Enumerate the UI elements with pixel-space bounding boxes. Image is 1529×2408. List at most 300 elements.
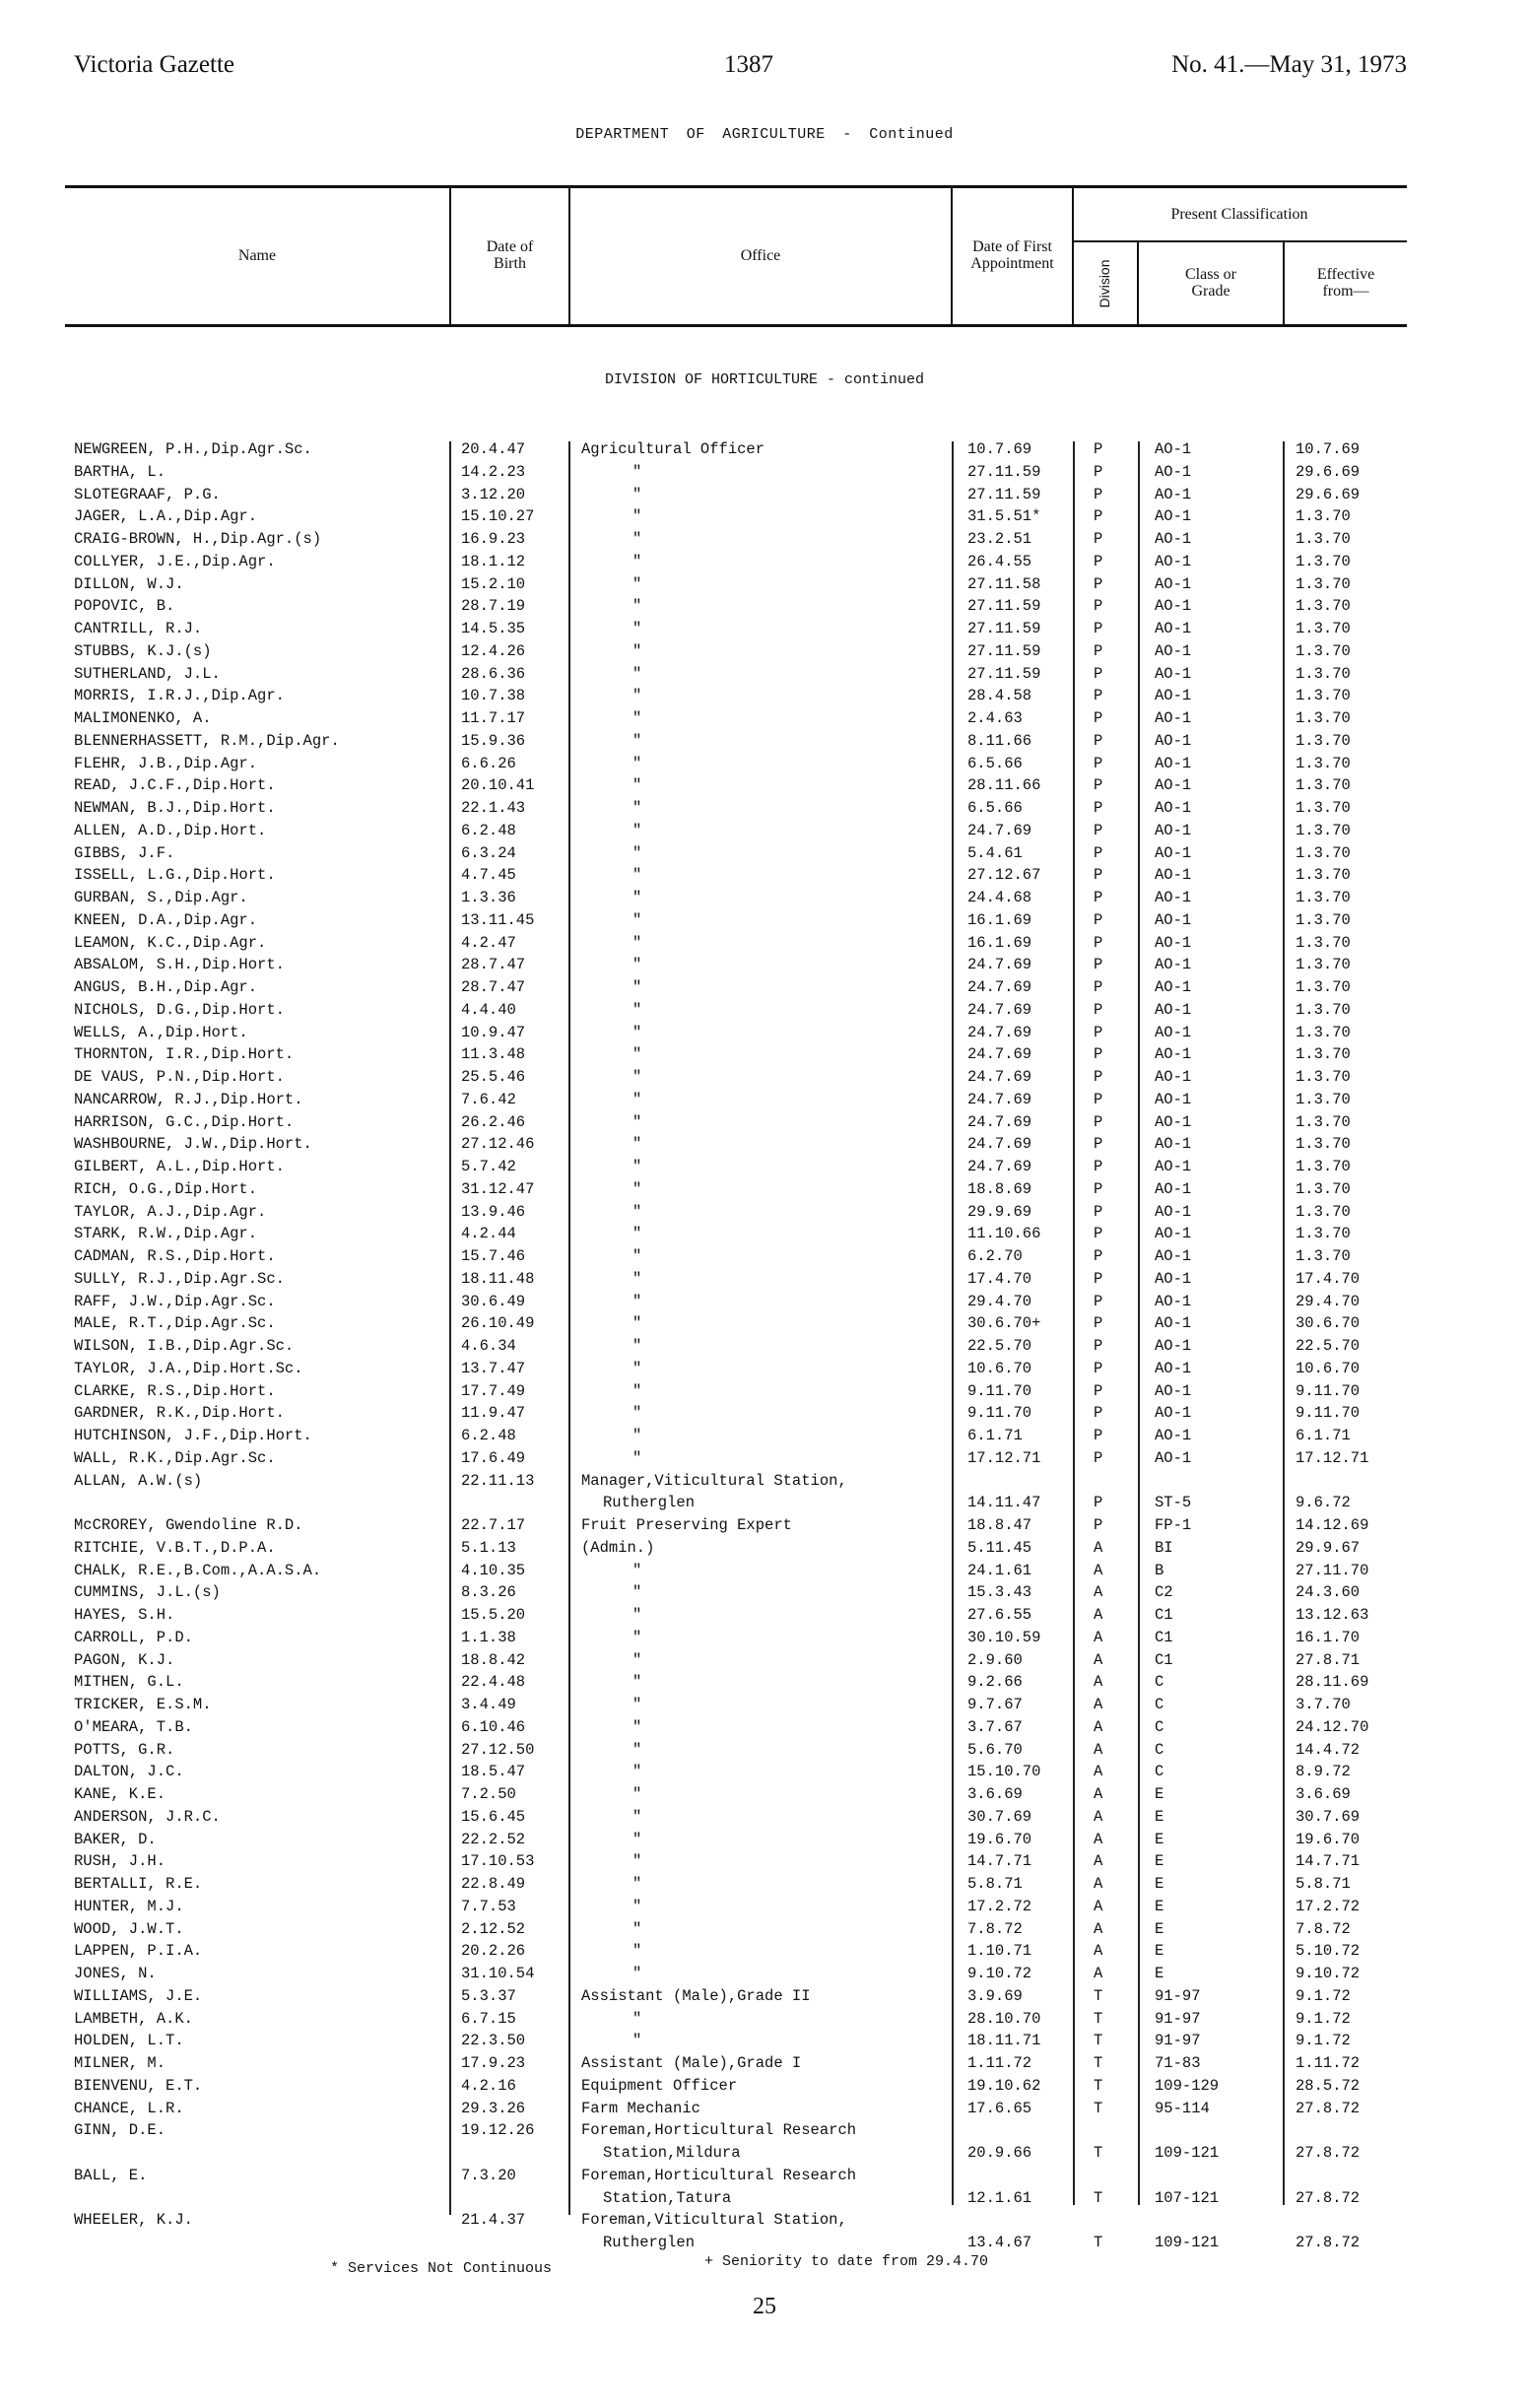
cell-office: " <box>632 731 642 750</box>
cell-date-of-birth: 6.6.26 <box>461 754 516 772</box>
table-row <box>0 1673 1529 1696</box>
table-row <box>0 597 1529 620</box>
cell-office: " <box>632 1359 642 1377</box>
cell-first-appointment: 8.11.66 <box>967 731 1032 750</box>
cell-first-appointment: 15.3.43 <box>967 1583 1032 1602</box>
cell-office: " <box>632 2032 642 2050</box>
cell-date-of-birth: 5.3.37 <box>461 1986 516 2005</box>
cell-effective-from: 9.11.70 <box>1296 1381 1361 1400</box>
cell-date-of-birth: 7.7.53 <box>461 1897 516 1915</box>
cell-first-appointment: 30.7.69 <box>967 1807 1032 1826</box>
cell-first-appointment: 14.11.47 <box>967 1494 1041 1512</box>
cell-class-or-grade: E <box>1155 1897 1164 1915</box>
cell-division: P <box>1094 1516 1103 1534</box>
table-row <box>0 1135 1529 1158</box>
cell-division: P <box>1094 1135 1103 1154</box>
cell-class-or-grade: AO-1 <box>1155 1112 1192 1131</box>
cell-date-of-birth: 13.9.46 <box>461 1202 526 1221</box>
cell-class-or-grade: ST-5 <box>1155 1494 1192 1512</box>
cell-date-of-birth: 2.12.52 <box>461 1919 526 1938</box>
cell-class-or-grade: AO-1 <box>1155 1247 1192 1265</box>
cell-name: RAFF, J.W.,Dip.Agr.Sc. <box>74 1292 276 1310</box>
cell-class-or-grade: AO-1 <box>1155 1314 1192 1333</box>
cell-effective-from: 9.10.72 <box>1296 1965 1361 1982</box>
cell-division: A <box>1094 1965 1103 1982</box>
table-row <box>0 486 1529 508</box>
table-row <box>0 1718 1529 1741</box>
cell-name: WASHBOURNE, J.W.,Dip.Hort. <box>74 1135 312 1154</box>
cell-first-appointment: 5.11.45 <box>967 1538 1032 1557</box>
cell-effective-from: 29.9.67 <box>1296 1538 1361 1557</box>
cell-first-appointment: 24.7.69 <box>967 978 1032 996</box>
cell-office: " <box>632 1965 642 1982</box>
table-row <box>0 1920 1529 1943</box>
cell-effective-from: 17.12.71 <box>1296 1448 1369 1467</box>
cell-division: T <box>1094 2234 1103 2251</box>
cell-name: TRICKER, E.S.M. <box>74 1696 212 1713</box>
cell-first-appointment: 16.1.69 <box>967 910 1032 929</box>
cell-class-or-grade: AO-1 <box>1155 1135 1192 1154</box>
table-row <box>0 687 1529 709</box>
cell-office: " <box>632 1830 642 1848</box>
table-row <box>0 1247 1529 1270</box>
cell-effective-from: 7.8.72 <box>1296 1919 1351 1938</box>
cell-office: " <box>632 1875 642 1893</box>
cell-name: GURBAN, S.,Dip.Agr. <box>74 889 248 906</box>
cell-date-of-birth: 22.8.49 <box>461 1875 526 1893</box>
cell-effective-from: 1.3.70 <box>1296 978 1351 996</box>
cell-effective-from: 14.7.71 <box>1296 1852 1361 1871</box>
cell-first-appointment: 24.7.69 <box>967 1090 1032 1108</box>
cell-class-or-grade: AO-1 <box>1155 1202 1192 1221</box>
cell-name: HARRISON, G.C.,Dip.Hort. <box>74 1112 295 1131</box>
cell-date-of-birth: 27.12.50 <box>461 1740 535 1759</box>
cell-office: " <box>632 776 642 795</box>
cell-office: " <box>632 485 642 503</box>
table-row <box>0 1987 1529 2010</box>
cell-division: A <box>1094 1538 1103 1557</box>
cell-class-or-grade: AO-1 <box>1155 552 1192 570</box>
cell-division: A <box>1094 1942 1103 1961</box>
cell-class-or-grade: AO-1 <box>1155 664 1192 683</box>
cell-name: DE VAUS, P.N.,Dip.Hort. <box>74 1068 285 1086</box>
cell-effective-from: 29.6.69 <box>1296 462 1361 481</box>
cell-division: P <box>1094 641 1103 660</box>
cell-date-of-birth: 26.2.46 <box>461 1112 526 1131</box>
table-row <box>0 642 1529 665</box>
cell-date-of-birth: 11.3.48 <box>461 1045 526 1064</box>
cell-date-of-birth: 22.1.43 <box>461 799 526 817</box>
cell-effective-from: 9.6.72 <box>1296 1494 1351 1512</box>
cell-office: " <box>632 709 642 727</box>
table-row <box>0 799 1529 822</box>
table-row <box>0 934 1529 957</box>
cell-date-of-birth: 4.10.35 <box>461 1561 526 1579</box>
cell-office: Foreman,Viticultural Station, <box>581 2211 847 2230</box>
cell-office: " <box>632 933 642 952</box>
table-row <box>0 1539 1529 1562</box>
cell-first-appointment: 3.9.69 <box>967 1986 1023 2005</box>
cell-date-of-birth: 13.7.47 <box>461 1359 526 1377</box>
cell-first-appointment: 2.4.63 <box>967 709 1023 727</box>
cell-office: " <box>632 530 642 548</box>
cell-effective-from: 30.6.70 <box>1296 1314 1361 1333</box>
cell-division: P <box>1094 1494 1103 1512</box>
cell-first-appointment: 23.2.51 <box>967 530 1032 548</box>
cell-name: STARK, R.W.,Dip.Agr. <box>74 1225 258 1243</box>
cell-class-or-grade: AO-1 <box>1155 1359 1192 1377</box>
cell-class-or-grade: AO-1 <box>1155 507 1192 526</box>
cell-class-or-grade: 71-83 <box>1155 2054 1201 2072</box>
cell-class-or-grade: 109-121 <box>1155 2144 1220 2162</box>
table-row <box>0 1158 1529 1180</box>
table-row <box>0 776 1529 799</box>
cell-office: " <box>632 552 642 570</box>
cell-date-of-birth: 5.7.42 <box>461 1158 516 1175</box>
cell-class-or-grade: AO-1 <box>1155 978 1192 996</box>
cell-name: ALLAN, A.W.(s) <box>74 1471 203 1490</box>
cell-effective-from: 29.6.69 <box>1296 485 1361 503</box>
cell-class-or-grade: AO-1 <box>1155 485 1192 503</box>
cell-class-or-grade: C1 <box>1155 1606 1173 1624</box>
cell-first-appointment: 28.11.66 <box>967 776 1041 795</box>
cell-office: " <box>632 620 642 637</box>
cell-effective-from: 3.6.69 <box>1296 1785 1351 1803</box>
cell-division: A <box>1094 1561 1103 1579</box>
cell-class-or-grade: AO-1 <box>1155 821 1192 839</box>
table-row <box>0 1516 1529 1539</box>
cell-office: " <box>632 1112 642 1131</box>
cell-first-appointment: 27.12.67 <box>967 866 1041 885</box>
cell-name: MITHEN, G.L. <box>74 1673 184 1692</box>
cell-office: " <box>632 1763 642 1781</box>
cell-class-or-grade: E <box>1155 1852 1164 1871</box>
cell-division: A <box>1094 1606 1103 1624</box>
cell-division: A <box>1094 1696 1103 1713</box>
cell-office: Fruit Preserving Expert <box>581 1516 792 1534</box>
cell-class-or-grade: AO-1 <box>1155 889 1192 906</box>
cell-class-or-grade: AO-1 <box>1155 866 1192 885</box>
cell-class-or-grade: AO-1 <box>1155 597 1192 616</box>
cell-date-of-birth: 18.1.12 <box>461 552 526 570</box>
cell-office-continued: Station,Mildura <box>603 2144 741 2162</box>
cell-division: A <box>1094 1650 1103 1669</box>
table-row <box>0 1449 1529 1472</box>
cell-name: KNEEN, D.A.,Dip.Agr. <box>74 910 258 929</box>
cell-office: " <box>632 1337 642 1355</box>
cell-division: P <box>1094 620 1103 637</box>
table-row <box>0 1583 1529 1606</box>
cell-first-appointment: 10.7.69 <box>967 440 1032 458</box>
cell-office: " <box>632 1427 642 1444</box>
cell-date-of-birth: 6.7.15 <box>461 2009 516 2028</box>
cell-effective-from: 14.4.72 <box>1296 1740 1361 1759</box>
table-row <box>0 1045 1529 1068</box>
cell-division: A <box>1094 1785 1103 1803</box>
cell-first-appointment: 19.6.70 <box>967 1830 1032 1848</box>
table-row <box>0 1427 1529 1449</box>
cell-date-of-birth: 3.12.20 <box>461 485 526 503</box>
table-row <box>0 1382 1529 1405</box>
cell-class-or-grade: 109-129 <box>1155 2076 1220 2095</box>
cell-office: " <box>632 1023 642 1041</box>
cell-class-or-grade: AO-1 <box>1155 462 1192 481</box>
cell-effective-from: 1.3.70 <box>1296 933 1351 952</box>
cell-class-or-grade: C1 <box>1155 1650 1173 1669</box>
column-header-office: Office <box>740 246 781 264</box>
cell-office: " <box>632 1628 642 1646</box>
cell-date-of-birth: 6.2.48 <box>461 821 516 839</box>
cell-office: Assistant (Male),Grade II <box>581 1986 811 2005</box>
cell-name: CLARKE, R.S.,Dip.Hort. <box>74 1381 276 1400</box>
division-label: Division <box>1097 259 1112 308</box>
cell-effective-from: 8.9.72 <box>1296 1763 1351 1781</box>
cell-first-appointment: 17.6.65 <box>967 2099 1032 2117</box>
table-row <box>0 1696 1529 1718</box>
cell-effective-from: 19.6.70 <box>1296 1830 1361 1848</box>
cell-name: GARDNER, R.K.,Dip.Hort. <box>74 1404 285 1423</box>
cell-division: P <box>1094 709 1103 727</box>
cell-class-or-grade: 91-97 <box>1155 2009 1201 2028</box>
cell-date-of-birth: 15.2.10 <box>461 574 526 593</box>
cell-effective-from: 24.12.70 <box>1296 1717 1369 1736</box>
cell-name: GINN, D.E. <box>74 2121 166 2140</box>
cell-name: O'MEARA, T.B. <box>74 1717 193 1736</box>
cell-effective-from: 1.3.70 <box>1296 1090 1351 1108</box>
cell-first-appointment: 24.7.69 <box>967 956 1032 974</box>
cell-name: READ, J.C.F.,Dip.Hort. <box>74 776 276 795</box>
cell-name: WILSON, I.B.,Dip.Agr.Sc. <box>74 1337 295 1355</box>
cell-date-of-birth: 1.1.38 <box>461 1628 516 1646</box>
cell-division: P <box>1094 1404 1103 1423</box>
cell-division: P <box>1094 440 1103 458</box>
cell-date-of-birth: 17.7.49 <box>461 1381 526 1400</box>
cell-name: POTTS, G.R. <box>74 1740 175 1759</box>
cell-class-or-grade: C <box>1155 1696 1164 1713</box>
cell-date-of-birth: 28.7.19 <box>461 597 526 616</box>
cell-first-appointment: 16.1.69 <box>967 933 1032 952</box>
cell-office: " <box>632 664 642 683</box>
cell-office: Foreman,Horticultural Research <box>581 2121 857 2140</box>
table-row <box>0 553 1529 575</box>
cell-first-appointment: 24.7.69 <box>967 1158 1032 1175</box>
cell-class-or-grade: AO-1 <box>1155 1179 1192 1198</box>
column-header-name: Name <box>237 246 277 264</box>
cell-division: P <box>1094 687 1103 705</box>
footnote-seniority: + Seniority to date from 29.4.70 <box>704 2253 989 2270</box>
cell-name: BERTALLI, R.E. <box>74 1875 203 1893</box>
cell-office: " <box>632 1000 642 1019</box>
cell-first-appointment: 30.10.59 <box>967 1628 1041 1646</box>
cell-first-appointment: 17.2.72 <box>967 1897 1032 1915</box>
cell-office: " <box>632 1202 642 1221</box>
cell-office: " <box>632 1158 642 1175</box>
cell-effective-from: 24.3.60 <box>1296 1583 1361 1602</box>
cell-office: " <box>632 1292 642 1310</box>
cell-effective-from: 5.8.71 <box>1296 1875 1351 1893</box>
cell-first-appointment: 27.11.59 <box>967 641 1041 660</box>
cell-date-of-birth: 6.10.46 <box>461 1717 526 1736</box>
cell-date-of-birth: 19.12.26 <box>461 2121 535 2140</box>
cell-class-or-grade: AO-1 <box>1155 1090 1192 1108</box>
cell-name: GILBERT, A.L.,Dip.Hort. <box>74 1158 285 1175</box>
cell-class-or-grade: AO-1 <box>1155 1000 1192 1019</box>
cell-name: HUTCHINSON, J.F.,Dip.Hort. <box>74 1427 312 1444</box>
cell-name: SULLY, R.J.,Dip.Agr.Sc. <box>74 1269 285 1288</box>
table-row <box>0 1293 1529 1315</box>
cell-date-of-birth: 18.5.47 <box>461 1763 526 1781</box>
cell-date-of-birth: 31.10.54 <box>461 1965 535 1982</box>
cell-date-of-birth: 28.6.36 <box>461 664 526 683</box>
cell-date-of-birth: 15.10.27 <box>461 507 535 526</box>
cell-name: MALIMONENKO, A. <box>74 709 212 727</box>
cell-division: P <box>1094 910 1103 929</box>
cell-division: T <box>1094 2054 1103 2072</box>
cell-effective-from: 1.3.70 <box>1296 799 1351 817</box>
cell-effective-from: 17.2.72 <box>1296 1897 1361 1915</box>
cell-office: " <box>632 1807 642 1826</box>
cell-date-of-birth: 17.10.53 <box>461 1852 535 1871</box>
cell-effective-from: 1.3.70 <box>1296 1225 1351 1243</box>
cell-date-of-birth: 8.3.26 <box>461 1583 516 1602</box>
cell-effective-from: 1.3.70 <box>1296 1112 1351 1131</box>
cell-class-or-grade: E <box>1155 1830 1164 1848</box>
cell-division: P <box>1094 1112 1103 1131</box>
cell-division: P <box>1094 933 1103 952</box>
cell-first-appointment: 12.1.61 <box>967 2188 1032 2207</box>
cell-first-appointment: 24.4.68 <box>967 889 1032 906</box>
cell-effective-from: 6.1.71 <box>1296 1427 1351 1444</box>
cell-division: T <box>1094 2099 1103 2117</box>
cell-division: P <box>1094 1179 1103 1198</box>
cell-division: P <box>1094 462 1103 481</box>
cell-class-or-grade: AO-1 <box>1155 956 1192 974</box>
cell-office: " <box>632 754 642 772</box>
cell-first-appointment: 18.11.71 <box>967 2032 1041 2050</box>
cell-office: " <box>632 799 642 817</box>
cell-name: LAMBETH, A.K. <box>74 2009 193 2028</box>
table-row <box>0 440 1529 463</box>
cell-office-continued: Rutherglen <box>603 2234 696 2251</box>
cell-effective-from: 27.8.72 <box>1296 2099 1361 2117</box>
cell-division: A <box>1094 1717 1103 1736</box>
cell-division: A <box>1094 1875 1103 1893</box>
cell-division: P <box>1094 1090 1103 1108</box>
cell-office: " <box>632 1919 642 1938</box>
cell-date-of-birth: 30.6.49 <box>461 1292 526 1310</box>
cell-division: P <box>1094 1225 1103 1243</box>
cell-name: SUTHERLAND, J.L. <box>74 664 221 683</box>
cell-name: CHALK, R.E.,B.Com.,A.A.S.A. <box>74 1561 322 1579</box>
cell-name: NICHOLS, D.G.,Dip.Hort. <box>74 1000 285 1019</box>
cell-date-of-birth: 22.7.17 <box>461 1516 526 1534</box>
cell-first-appointment: 28.10.70 <box>967 2009 1041 2028</box>
table-row <box>0 1741 1529 1764</box>
cell-class-or-grade: AO-1 <box>1155 776 1192 795</box>
cell-name: CARROLL, P.D. <box>74 1628 193 1646</box>
cell-class-or-grade: AO-1 <box>1155 754 1192 772</box>
cell-name: LEAMON, K.C.,Dip.Agr. <box>74 933 267 952</box>
cell-class-or-grade: AO-1 <box>1155 1292 1192 1310</box>
cell-division: P <box>1094 1448 1103 1467</box>
cell-division: P <box>1094 1247 1103 1265</box>
cell-first-appointment: 6.5.66 <box>967 754 1023 772</box>
cell-class-or-grade: AO-1 <box>1155 641 1192 660</box>
cell-effective-from: 1.3.70 <box>1296 1179 1351 1198</box>
cell-name: HOLDEN, L.T. <box>74 2032 184 2050</box>
cell-class-or-grade: AO-1 <box>1155 1158 1192 1175</box>
cell-effective-from: 1.3.70 <box>1296 641 1351 660</box>
table-row <box>0 755 1529 777</box>
cell-date-of-birth: 22.2.52 <box>461 1830 526 1848</box>
cell-date-of-birth: 4.6.34 <box>461 1337 516 1355</box>
cell-class-or-grade: 95-114 <box>1155 2099 1210 2117</box>
table-row <box>0 2077 1529 2100</box>
cell-first-appointment: 3.7.67 <box>967 1717 1023 1736</box>
cell-name: CUMMINS, J.L.(s) <box>74 1583 221 1602</box>
footnote-services-not-continuous: * Services Not Continuous <box>330 2260 553 2277</box>
cell-date-of-birth: 4.2.44 <box>461 1225 516 1243</box>
cell-name: McCROREY, Gwendoline R.D. <box>74 1516 303 1534</box>
cell-office: " <box>632 1045 642 1064</box>
table-row <box>0 620 1529 642</box>
cell-date-of-birth: 4.2.47 <box>461 933 516 952</box>
table-row <box>0 1852 1529 1875</box>
cell-class-or-grade: C <box>1155 1717 1164 1736</box>
cell-division: P <box>1094 889 1103 906</box>
cell-division: A <box>1094 1763 1103 1781</box>
cell-name: BIENVENU, E.T. <box>74 2076 203 2095</box>
cell-effective-from: 9.1.72 <box>1296 1986 1351 2005</box>
table-row <box>0 1562 1529 1584</box>
cell-first-appointment: 2.9.60 <box>967 1650 1023 1669</box>
cell-division: A <box>1094 1673 1103 1692</box>
cell-class-or-grade: C <box>1155 1740 1164 1759</box>
cell-office: Farm Mechanic <box>581 2099 700 2117</box>
cell-office: " <box>632 889 642 906</box>
cell-office: " <box>632 1606 642 1624</box>
cell-class-or-grade: E <box>1155 1919 1164 1938</box>
cell-date-of-birth: 3.4.49 <box>461 1696 516 1713</box>
cell-effective-from: 1.3.70 <box>1296 574 1351 593</box>
cell-name: BLENNERHASSETT, R.M.,Dip.Agr. <box>74 731 340 750</box>
table-row <box>0 1831 1529 1853</box>
page-number: 1387 <box>724 51 773 78</box>
table-row <box>0 709 1529 732</box>
cell-effective-from: 1.3.70 <box>1296 530 1351 548</box>
cell-date-of-birth: 10.7.38 <box>461 687 526 705</box>
cell-date-of-birth: 16.9.23 <box>461 530 526 548</box>
cell-effective-from: 1.3.70 <box>1296 776 1351 795</box>
cell-division: A <box>1094 1919 1103 1938</box>
cell-date-of-birth: 13.11.45 <box>461 910 535 929</box>
cell-division: T <box>1094 1986 1103 2005</box>
table-row <box>0 1001 1529 1024</box>
table-row <box>0 1965 1529 1987</box>
cell-name: JONES, N. <box>74 1965 157 1982</box>
table-row <box>0 2121 1529 2162</box>
cell-class-or-grade: AO-1 <box>1155 440 1192 458</box>
cell-division: P <box>1094 731 1103 750</box>
cell-effective-from: 1.3.70 <box>1296 866 1351 885</box>
table-row <box>0 889 1529 911</box>
cell-class-or-grade: AO-1 <box>1155 731 1192 750</box>
cell-name: CRAIG-BROWN, H.,Dip.Agr.(s) <box>74 530 322 548</box>
table-row <box>0 1785 1529 1808</box>
cell-name: JAGER, L.A.,Dip.Agr. <box>74 507 258 526</box>
cell-name: BAKER, D. <box>74 1830 157 1848</box>
cell-office: " <box>632 1381 642 1400</box>
